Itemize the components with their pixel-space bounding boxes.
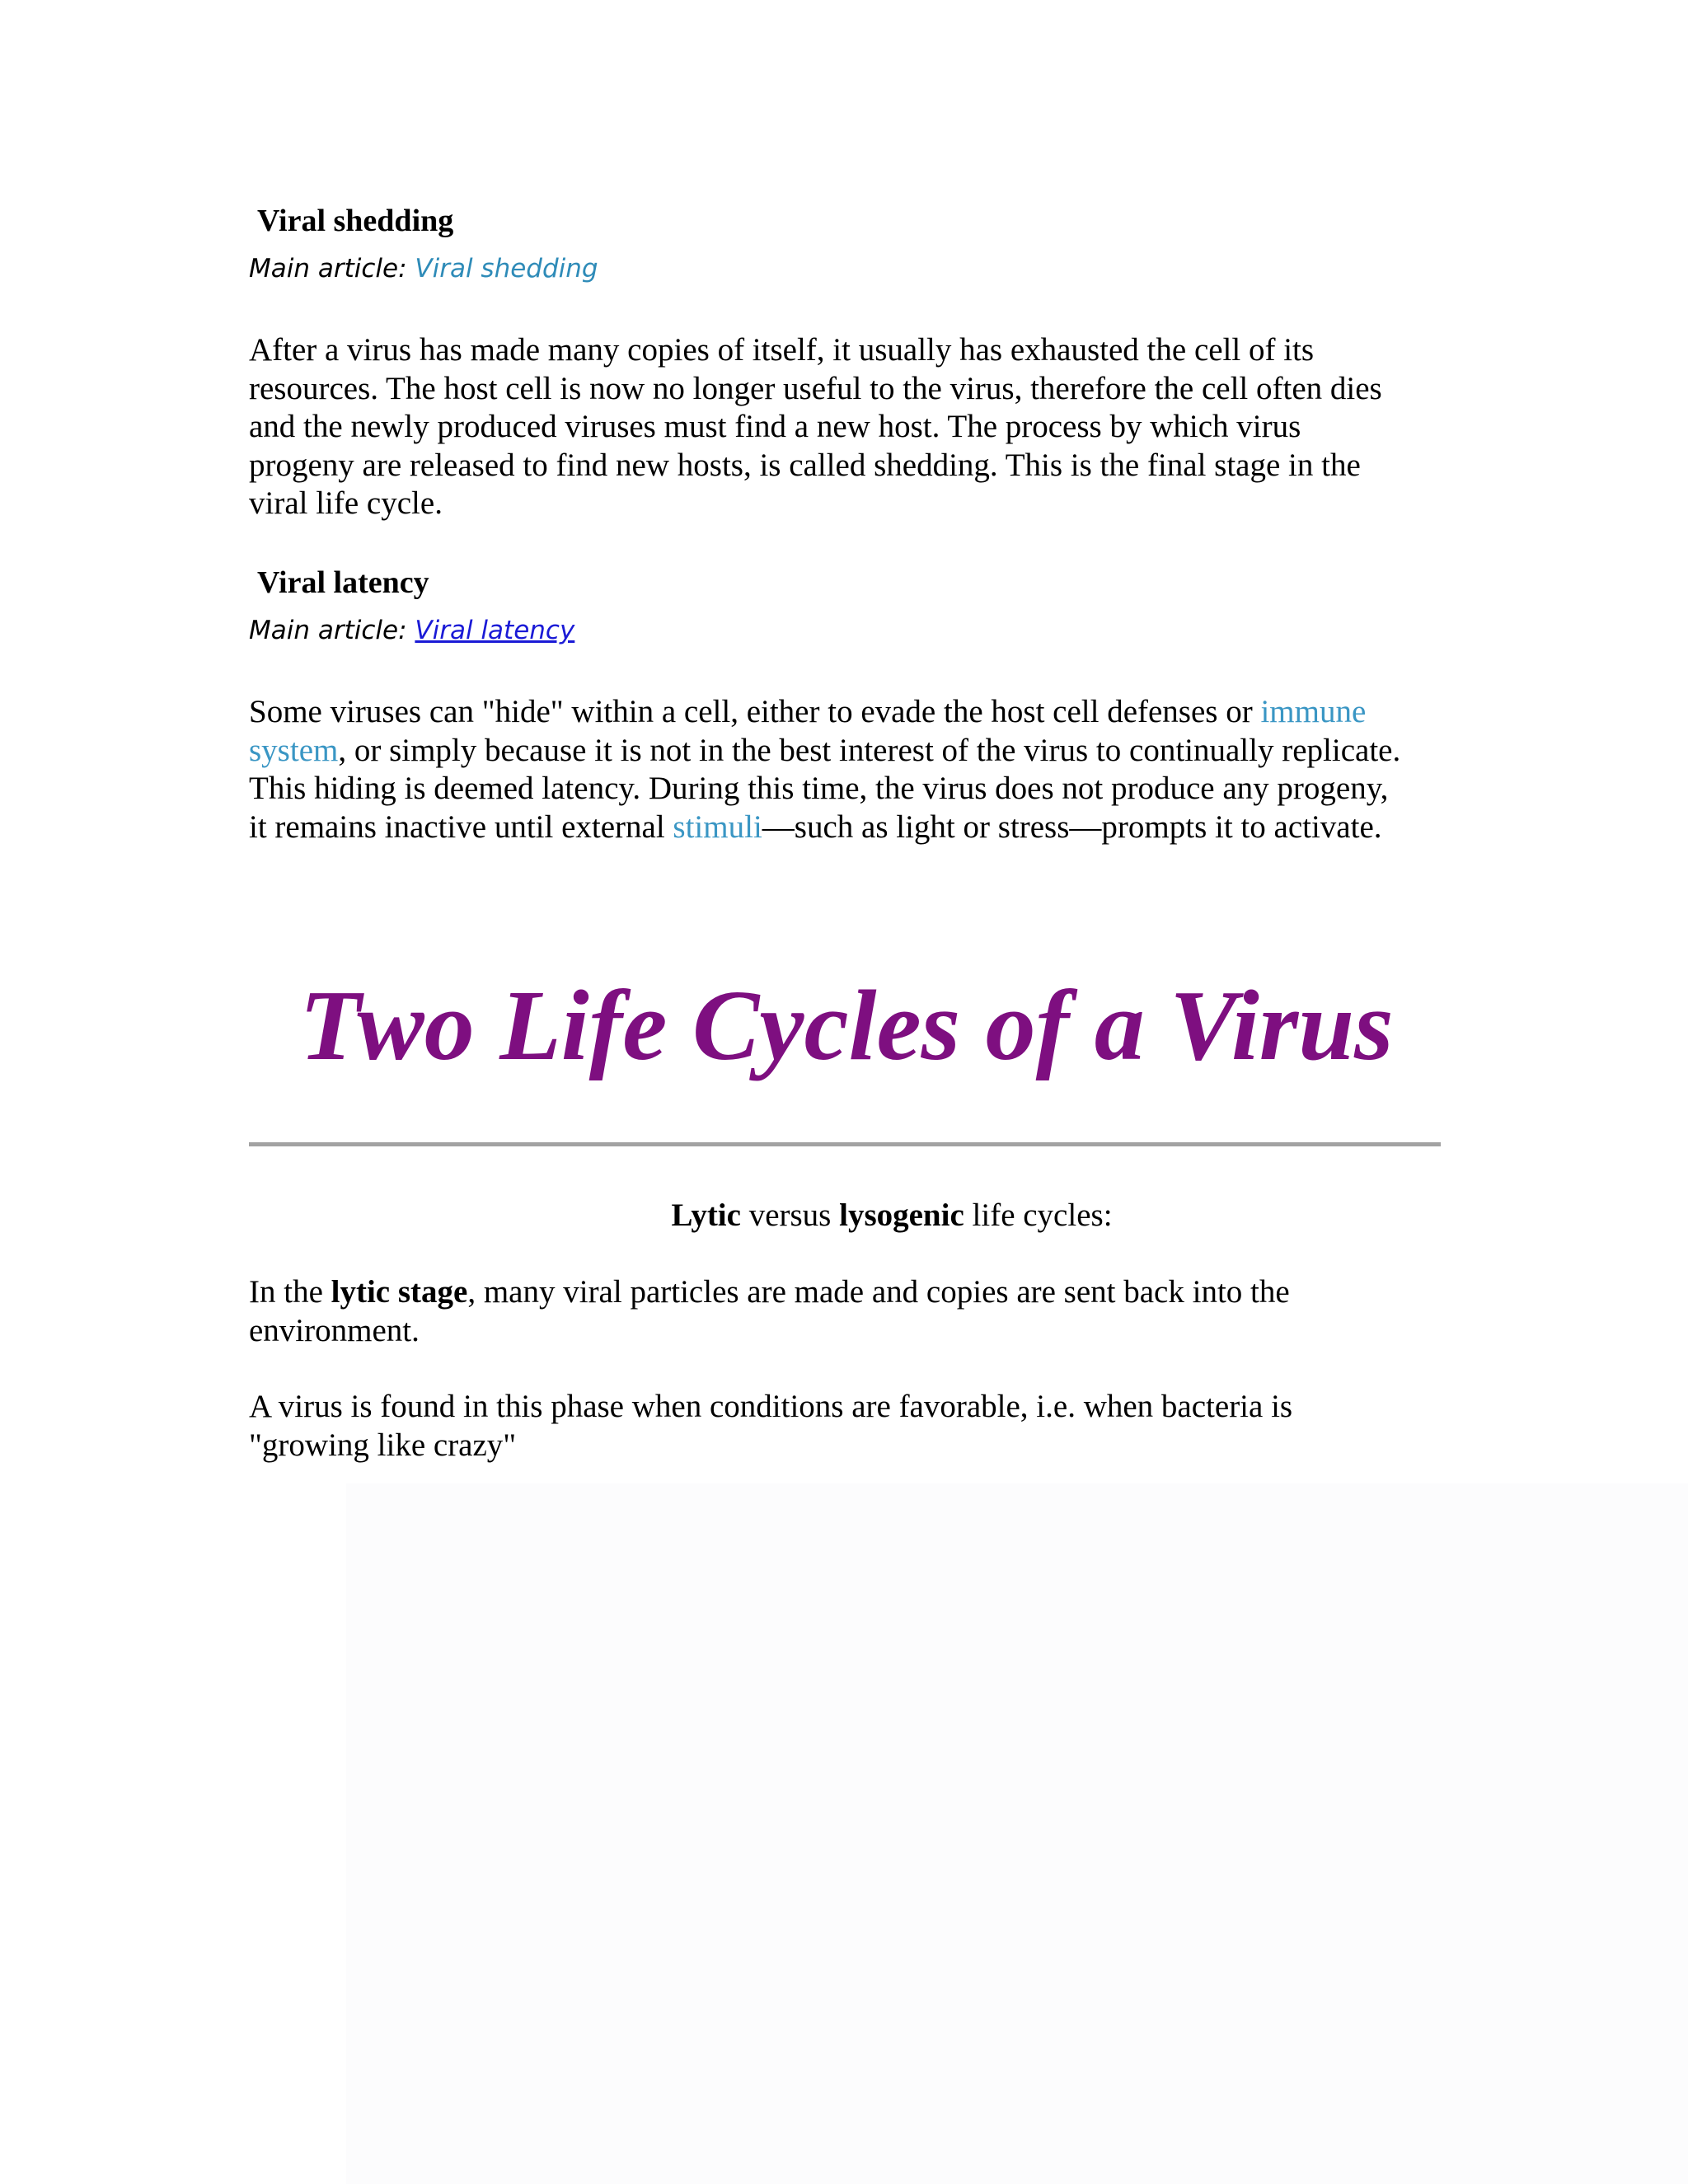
paragraph-line: environment. bbox=[249, 1312, 420, 1348]
paragraph-line: After a virus has made many copies of itself, it usually has exhausted the cell of its bbox=[249, 332, 1315, 368]
paragraph-line bbox=[249, 693, 1444, 732]
paragraph-lytic-stage bbox=[249, 1273, 1444, 1350]
link-immune-system-cont[interactable]: system bbox=[249, 732, 339, 768]
page-title: Two Life Cycles of a Virus bbox=[299, 970, 1394, 1081]
paragraph-line bbox=[249, 808, 1444, 847]
horizontal-divider bbox=[249, 1142, 1441, 1146]
text-run: , many viral particles are made and copies are sent back into the bbox=[467, 1274, 1290, 1310]
link-viral-latency[interactable]: Viral latency bbox=[415, 616, 575, 645]
paragraph-line: "growing like crazy" bbox=[249, 1427, 517, 1463]
paragraph-line: This hiding is deemed latency. During this time, the virus does not produce any progeny, bbox=[249, 771, 1389, 806]
paragraph-line bbox=[249, 1273, 1444, 1312]
main-article-note-latency bbox=[249, 615, 574, 646]
text-run: it remains inactive until external bbox=[249, 808, 673, 845]
lysogenic-label: lysogenic bbox=[839, 1197, 964, 1233]
paragraph-latency bbox=[249, 693, 1444, 846]
paragraph-shedding bbox=[249, 331, 1444, 523]
page-background-shade bbox=[346, 1483, 1688, 2184]
paragraph-line: resources. The host cell is now no longer useful to the virus, therefore the cell often dies bbox=[249, 370, 1382, 406]
lytic-stage-term: lytic stage bbox=[331, 1274, 468, 1310]
lytic-label: Lytic bbox=[671, 1197, 741, 1233]
cycles-subheading bbox=[249, 1197, 1444, 1235]
link-stimuli[interactable]: stimuli bbox=[673, 808, 762, 845]
paragraph-line: viral life cycle. bbox=[249, 485, 443, 521]
text-run: versus bbox=[740, 1197, 840, 1233]
text-run: Some viruses can "hide" within a cell, either to evade the host cell defenses or bbox=[249, 694, 1261, 729]
text-run: In the bbox=[249, 1274, 331, 1310]
main-article-note-shedding bbox=[249, 253, 598, 284]
link-viral-shedding[interactable]: Viral shedding bbox=[415, 254, 598, 284]
main-article-prefix: Main article: bbox=[249, 254, 415, 284]
paragraph-line: A virus is found in this phase when conditions are favorable, i.e. when bacteria is bbox=[249, 1389, 1293, 1424]
heading-viral-shedding: Viral shedding bbox=[257, 204, 454, 238]
heading-viral-latency: Viral latency bbox=[257, 565, 429, 600]
text-run: —such as light or stress—prompts it to activate. bbox=[762, 808, 1382, 845]
paragraph-line: and the newly produced viruses must find a new host. The process by which virus bbox=[249, 409, 1301, 444]
paragraph-line bbox=[249, 732, 1444, 771]
main-article-prefix: Main article: bbox=[249, 616, 415, 645]
paragraph-conditions bbox=[249, 1388, 1444, 1465]
text-run: , or simply because it is not in the best interest of the virus to continually replicate. bbox=[338, 732, 1401, 768]
link-immune-system[interactable]: immune bbox=[1260, 694, 1367, 729]
paragraph-line: progeny are released to find new hosts, is called shedding. This is the final stage in the bbox=[249, 447, 1361, 483]
text-run: life cycles: bbox=[964, 1197, 1113, 1233]
